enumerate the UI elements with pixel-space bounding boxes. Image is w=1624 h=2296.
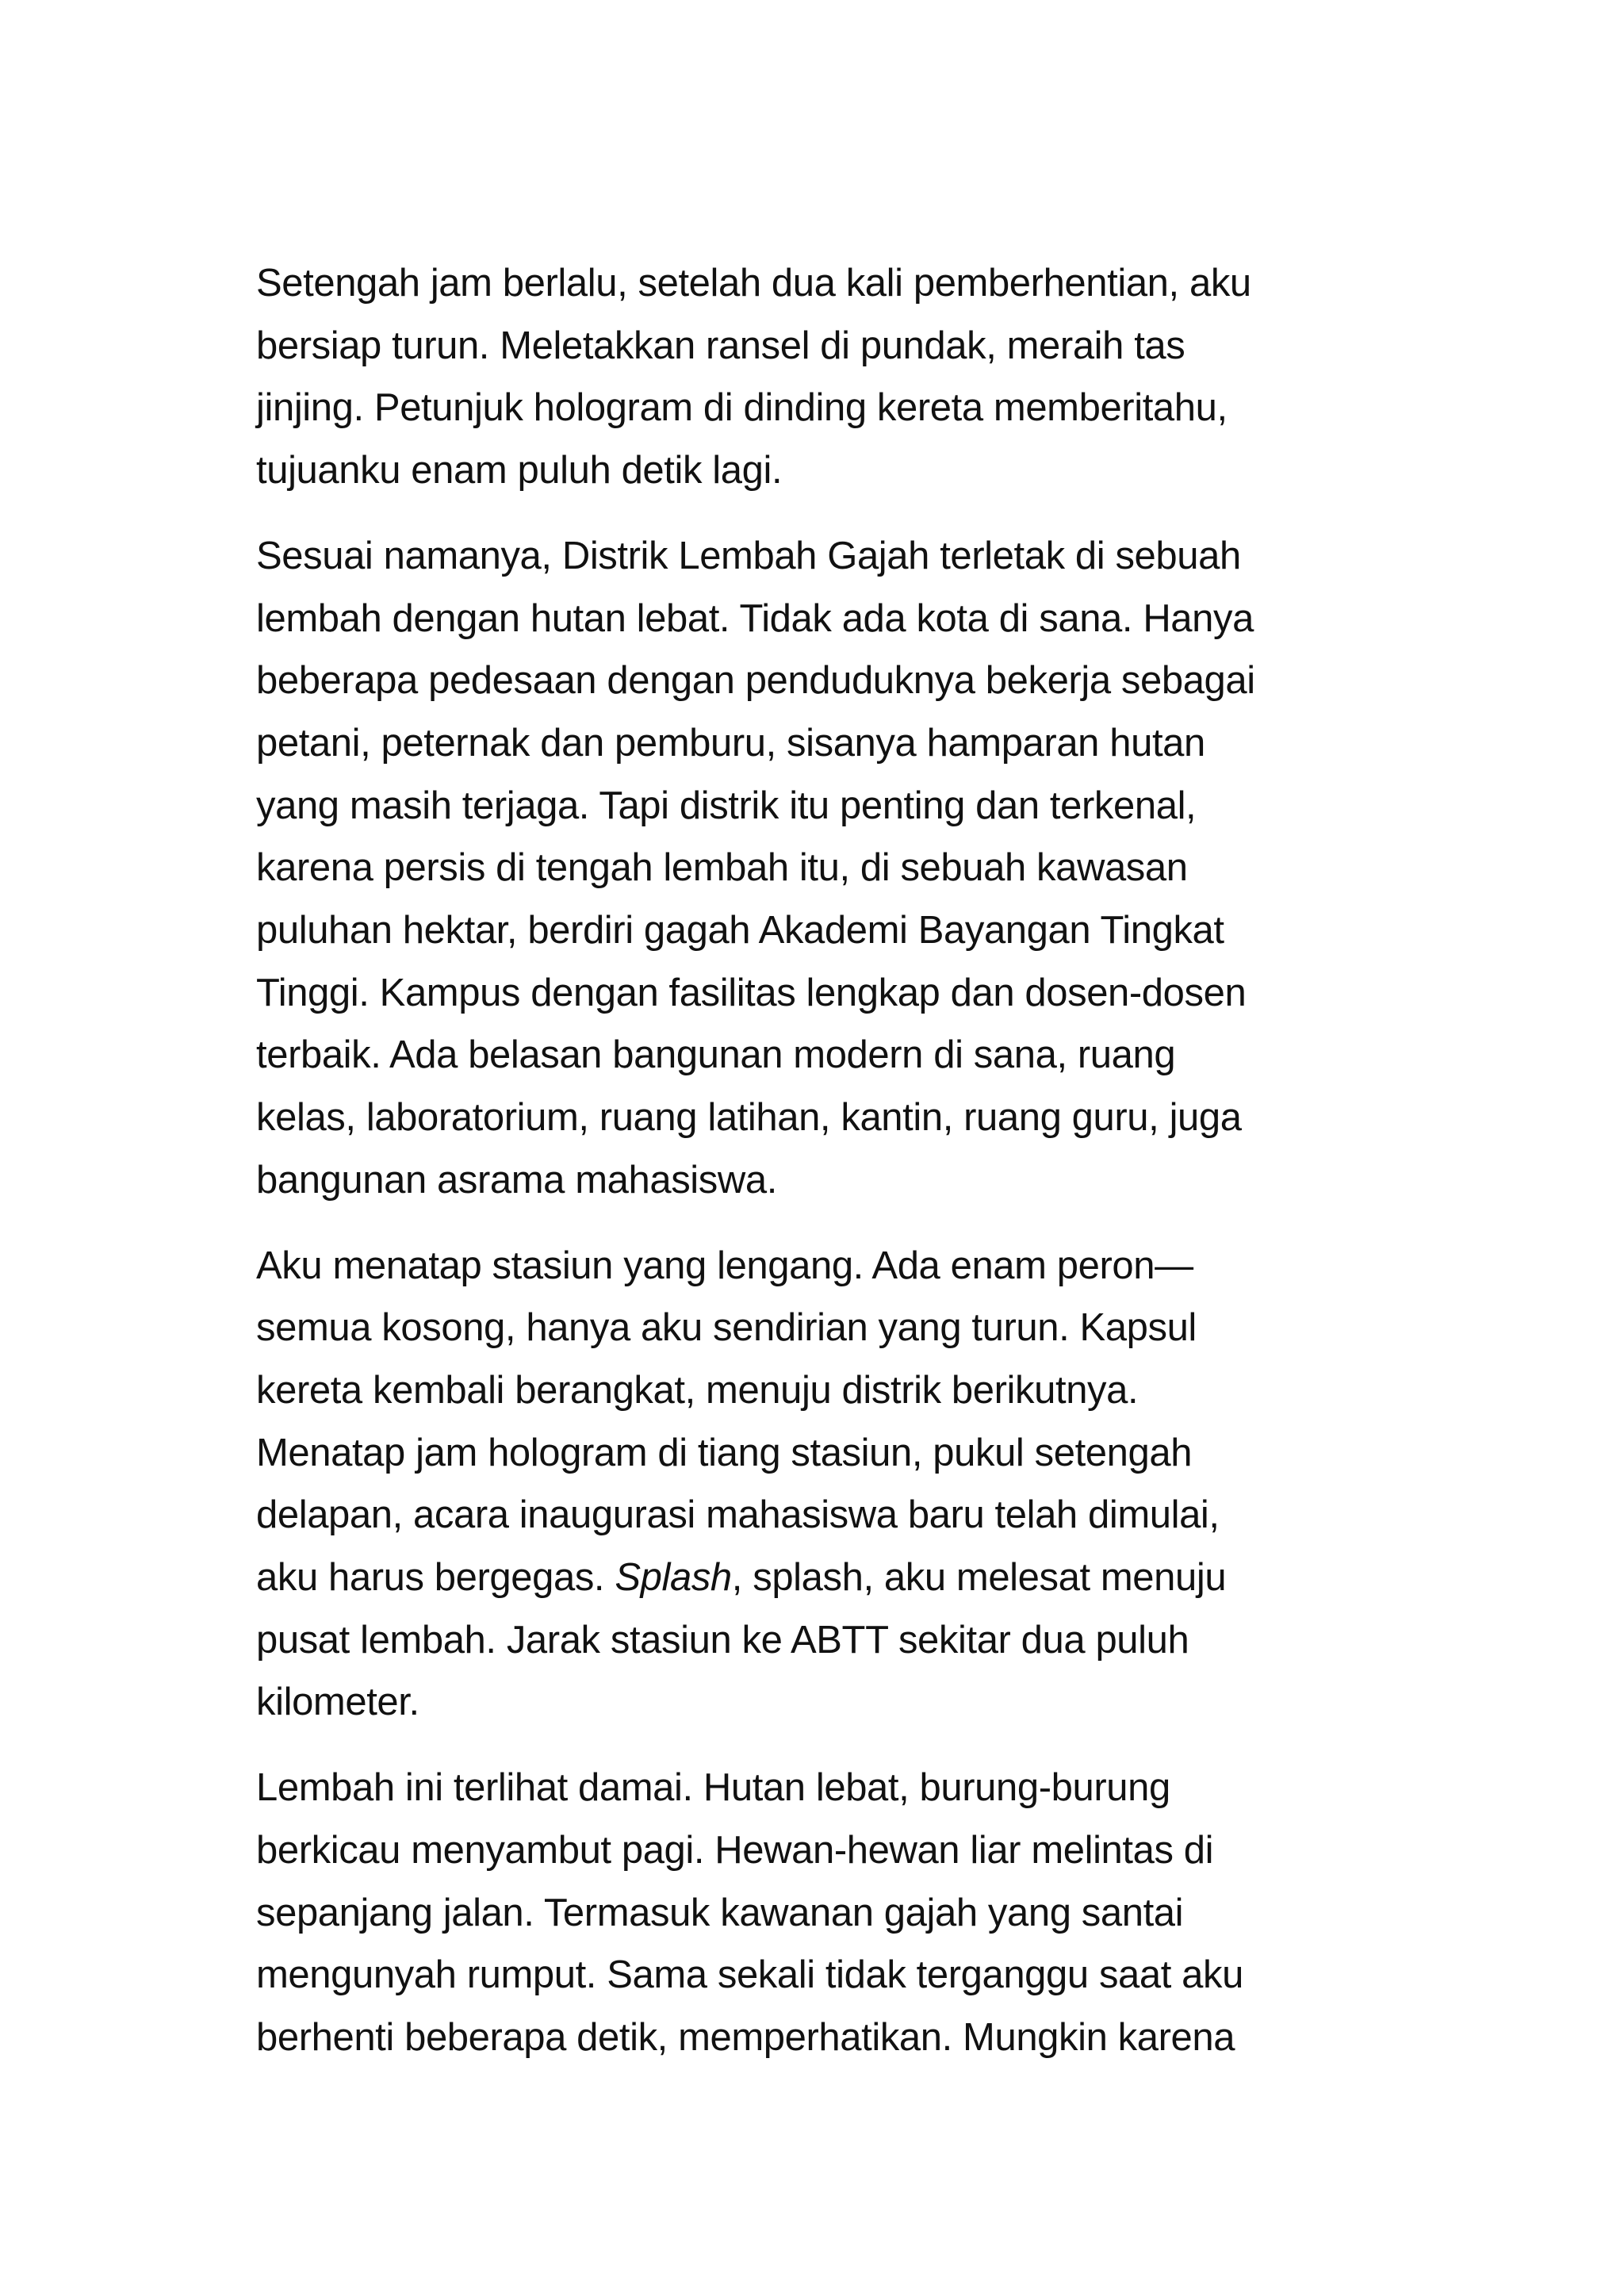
text-segment: , splash, aku melesat menuju bbox=[731, 1556, 1227, 1600]
paragraph-4 bbox=[256, 1757, 1402, 2069]
text-line: delapan, acara inaugurasi mahasiswa baru telah dimulai, bbox=[256, 1493, 1220, 1537]
text-line: Lembah ini terlihat damai. Hutan lebat, burung-burung bbox=[256, 1766, 1170, 1810]
text-line: terbaik. Ada belasan bangunan modern di sana, ruang bbox=[256, 1033, 1176, 1077]
text-line: berhenti beberapa detik, memperhatikan. Mungkin karena bbox=[256, 2015, 1235, 2059]
text-line-with-italic bbox=[256, 1547, 1402, 1609]
text-line: kilometer. bbox=[256, 1681, 419, 1724]
text-line: mengunyah rumput. Sama sekali tidak terganggu saat aku bbox=[256, 1953, 1243, 1997]
text-line: karena persis di tengah lembah itu, di sebuah kawasan bbox=[256, 846, 1188, 890]
text-line: jinjing. Petunjuk hologram di dinding kereta memberitahu, bbox=[256, 386, 1228, 430]
text-line: berkicau menyambut pagi. Hewan-hewan liar melintas di bbox=[256, 1828, 1214, 1872]
text-line: beberapa pedesaan dengan penduduknya bekerja sebagai bbox=[256, 659, 1255, 703]
body-text bbox=[256, 252, 1402, 2092]
text-line: bersiap turun. Meletakkan ransel di pundak, meraih tas bbox=[256, 324, 1185, 367]
text-line: tujuanku enam puluh detik lagi. bbox=[256, 449, 783, 493]
text-line: kelas, laboratorium, ruang latihan, kantin, ruang guru, juga bbox=[256, 1096, 1242, 1140]
text-line: pusat lembah. Jarak stasiun ke ABTT sekitar dua puluh bbox=[256, 1618, 1189, 1662]
text-line: yang masih terjaga. Tapi distrik itu penting dan terkenal, bbox=[256, 784, 1197, 827]
text-line: Tinggi. Kampus dengan fasilitas lengkap dan dosen-dosen bbox=[256, 971, 1247, 1014]
text-line: Sesuai namanya, Distrik Lembah Gajah terletak di sebuah bbox=[256, 534, 1241, 577]
text-line: lembah dengan hutan lebat. Tidak ada kota di sana. Hanya bbox=[256, 596, 1254, 640]
paragraph-2 bbox=[256, 525, 1402, 1212]
italic-word: Splash bbox=[615, 1556, 732, 1600]
text-line: semua kosong, hanya aku sendirian yang turun. Kapsul bbox=[256, 1306, 1197, 1350]
paragraph-3 bbox=[256, 1235, 1402, 1734]
text-line: Menatap jam hologram di tiang stasiun, pukul setengah bbox=[256, 1431, 1193, 1474]
text-line: bangunan asrama mahasiswa. bbox=[256, 1158, 777, 1202]
text-line: petani, peternak dan pemburu, sisanya hamparan hutan bbox=[256, 721, 1205, 765]
text-line: Setengah jam berlalu, setelah dua kali pemberhentian, aku bbox=[256, 262, 1251, 305]
text-line: kereta kembali berangkat, menuju distrik berikutnya. bbox=[256, 1368, 1139, 1412]
text-line: puluhan hektar, berdiri gagah Akademi Bayangan Tingkat bbox=[256, 909, 1224, 953]
text-line: Aku menatap stasiun yang lengang. Ada enam peron— bbox=[256, 1244, 1193, 1287]
paragraph-1 bbox=[256, 252, 1402, 502]
text-line: sepanjang jalan. Termasuk kawanan gajah yang santai bbox=[256, 1891, 1184, 1934]
text-segment: aku harus bergegas. bbox=[256, 1556, 615, 1600]
